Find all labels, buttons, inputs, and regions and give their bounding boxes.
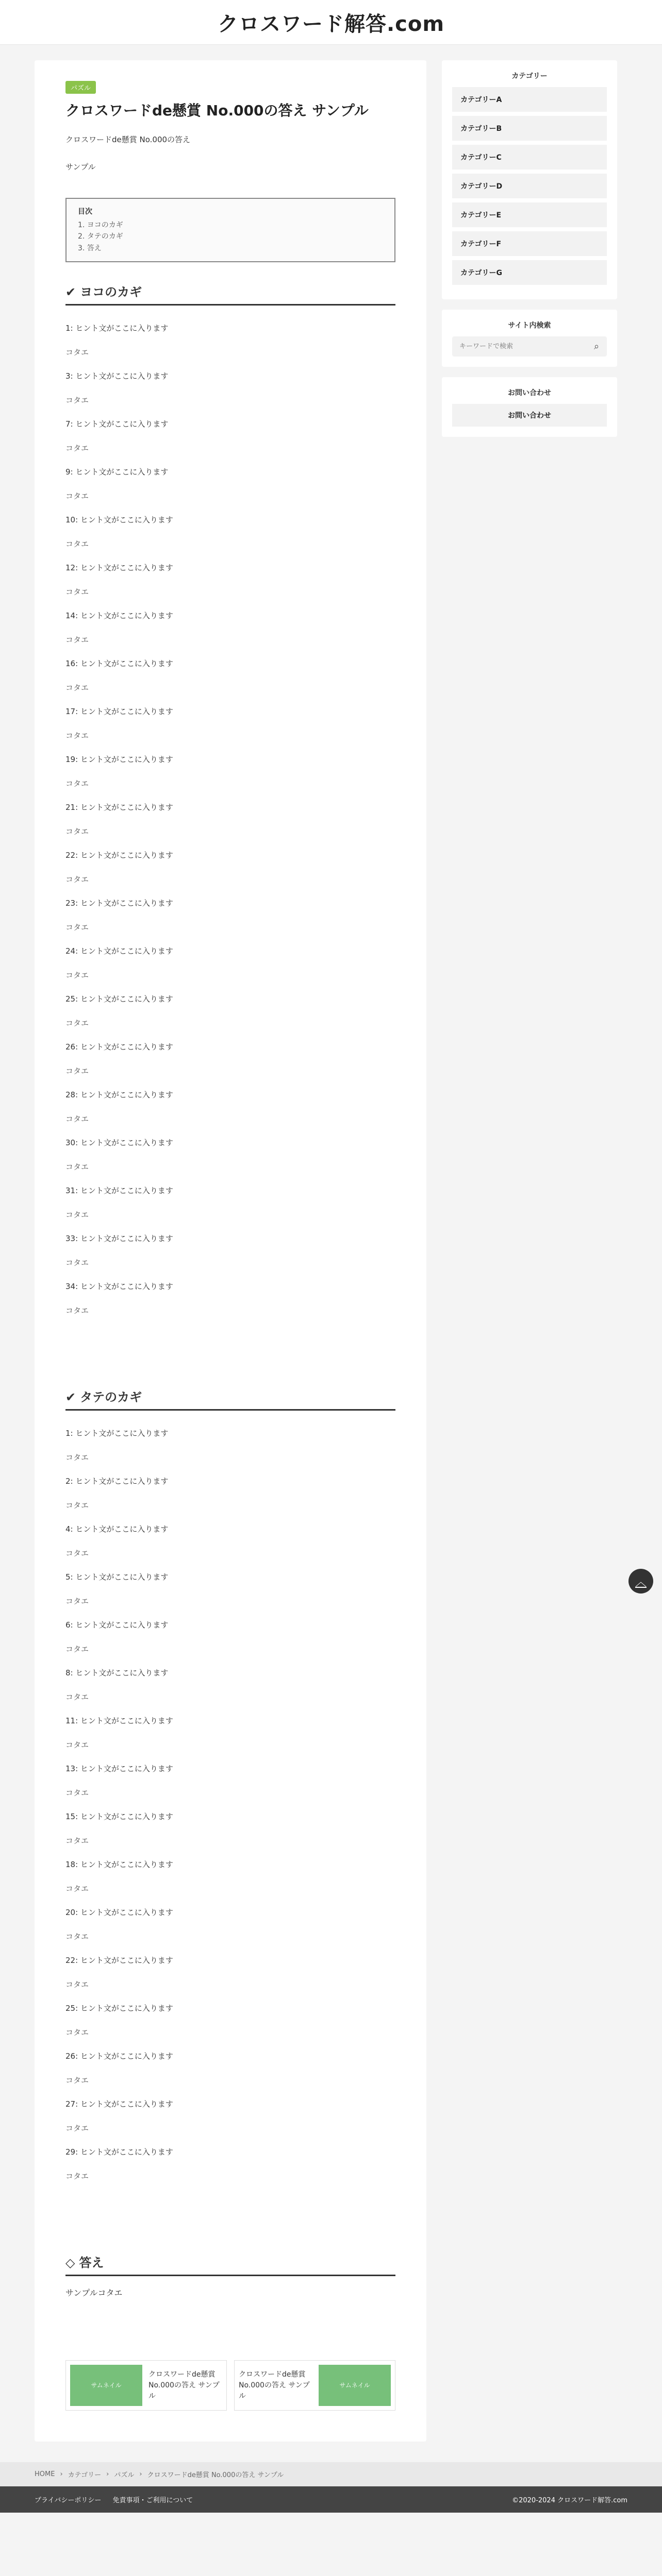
clue-answer: コタエ [65,1258,89,1268]
clue-answer: コタエ [65,731,89,741]
chevron-up-icon[interactable]: ︿ [628,1569,653,1594]
clue-answer: コタエ [65,444,89,453]
clue-answer: コタエ [65,1740,89,1750]
clue-answer: コタエ [65,875,89,885]
clue-text: 29: ヒント文がここに入ります [65,2147,173,2157]
prev-post-thumbnail: サムネイル [70,2365,142,2406]
clue-answer: コタエ [65,1114,89,1124]
next-post-link[interactable] [234,2360,395,2411]
clue-text: 21: ヒント文がここに入ります [65,803,173,812]
section-heading-yoko [65,279,395,306]
sidebar [442,60,617,447]
clue-text: 6: ヒント文がここに入ります [65,1620,169,1630]
check-icon: ✔ [65,285,76,300]
clue-text: 1: ヒント文がここに入ります [65,324,169,333]
search-box [452,336,607,357]
toc-item-tate[interactable]: 2. タテのカギ [78,232,123,241]
contact-link[interactable]: お問い合わせ [452,404,607,427]
footer-link-disclaimer[interactable]: 免責事項・ご利用について [112,2497,193,2505]
section-heading-label: 答え [79,2256,104,2270]
section-heading-label: タテのカギ [80,1390,142,1405]
sidebar-category-link[interactable]: カテゴリーF [452,231,607,256]
clue-answer: コタエ [65,2172,89,2181]
section-heading-answer [65,2249,395,2276]
clue-answer: コタエ [65,635,89,645]
toc-title: 目次 [78,208,92,216]
clue-text: 24: ヒント文がここに入ります [65,946,173,956]
search-widget-title: サイト内検索 [508,321,551,330]
clue-text: 22: ヒント文がここに入ります [65,1956,173,1965]
next-post-thumbnail: サムネイル [319,2365,391,2406]
clue-text: 4: ヒント文がここに入ります [65,1524,169,1534]
page-layout [35,60,627,2442]
site-footer [0,2486,662,2513]
clue-answer: コタエ [65,1645,89,1654]
site-header [0,0,662,45]
clue-answer: コタエ [65,683,89,693]
clue-text: 30: ヒント文がここに入ります [65,1138,173,1148]
clue-answer: コタエ [65,348,89,358]
table-of-contents [65,198,395,262]
next-post-title: クロスワードde懸賞 No.000の答え サンプル [239,2370,310,2400]
clue-answer: コタエ [65,1836,89,1846]
clue-text: 25: ヒント文がここに入ります [65,2004,173,2013]
clue-answer: コタエ [65,396,89,405]
clue-answer: コタエ [65,1788,89,1798]
clue-text: 17: ヒント文がここに入ります [65,707,173,717]
clue-answer: コタエ [65,779,89,789]
section-heading-label: ヨコのカギ [80,285,142,300]
clue-answer: コタエ [65,1210,89,1220]
clue-answer: コタエ [65,1932,89,1942]
clue-text: 7: ヒント文がここに入ります [65,419,169,429]
clue-text: 26: ヒント文がここに入ります [65,1042,173,1052]
clue-answer: コタエ [65,587,89,597]
clue-text: 28: ヒント文がここに入ります [65,1090,173,1100]
clue-answer: コタエ [65,1162,89,1172]
breadcrumb-item[interactable]: パズル [114,2471,135,2480]
clue-answer: コタエ [65,1549,89,1558]
clue-answer: コタエ [65,2076,89,2086]
clue-text: 5: ヒント文がここに入ります [65,1572,169,1582]
breadcrumb-home[interactable]: HOME [35,2470,55,2479]
search-input[interactable] [452,336,586,357]
check-icon: ✔ [65,1390,76,1405]
chevron-right-icon: › [60,2470,63,2479]
clue-text: 26: ヒント文がここに入ります [65,2052,173,2061]
clue-answer: コタエ [65,1306,89,1316]
post-navigation [65,2360,395,2411]
breadcrumb-item[interactable]: カテゴリー [68,2471,102,2480]
clue-text: 23: ヒント文がここに入ります [65,899,173,908]
lead-subtext: サンプル [65,162,96,172]
clue-text: 12: ヒント文がここに入ります [65,563,173,573]
breadcrumb [0,2462,662,2486]
clue-text: 13: ヒント文がここに入ります [65,1764,173,1774]
prev-post-title: クロスワードde懸賞 No.000の答え サンプル [148,2370,220,2400]
clue-answer: コタエ [65,539,89,549]
clue-text: 11: ヒント文がここに入ります [65,1716,173,1726]
search-widget [442,310,617,367]
sidebar-category-link[interactable]: カテゴリーA [452,87,607,112]
clue-text: 22: ヒント文がここに入ります [65,851,173,860]
clue-text: 3: ヒント文がここに入ります [65,371,169,381]
clue-answer: コタエ [65,827,89,837]
clue-text: 16: ヒント文がここに入ります [65,659,173,669]
clue-text: 15: ヒント文がここに入ります [65,1812,173,1822]
sidebar-category-link[interactable]: カテゴリーC [452,145,607,170]
clue-answer: コタエ [65,923,89,933]
category-widget [442,60,617,299]
chevron-right-icon: › [139,2470,142,2479]
clue-answer: コタエ [65,1501,89,1511]
answer-block [65,2249,395,2298]
main-article [35,60,426,2442]
clue-text: 20: ヒント文がここに入ります [65,1908,173,1918]
clue-answer: コタエ [65,1692,89,1702]
toc-item-yoko[interactable]: 1. ヨコのカギ [78,221,123,229]
contact-widget [442,377,617,437]
clue-text: 1: ヒント文がここに入ります [65,1429,169,1438]
breadcrumb-inner [35,2469,627,2479]
clue-answer: コタエ [65,1066,89,1076]
footer-inner [35,2495,627,2504]
clue-text: 19: ヒント文がここに入ります [65,755,173,765]
toc-item-answer[interactable]: 3. 答え [78,244,102,252]
footer-links [35,2495,202,2504]
clue-answer: コタエ [65,2028,89,2038]
clue-text: 25: ヒント文がここに入ります [65,994,173,1004]
search-icon[interactable]: ⌕ [593,341,600,352]
footer-link-privacy[interactable]: プライバシーポリシー [35,2497,102,2505]
clue-text: 34: ヒント文がここに入ります [65,1282,173,1292]
final-answer: サンプルコタエ [65,2288,123,2298]
site-title[interactable]: クロスワード解答.com [217,12,445,36]
tate-clue-list [65,1421,395,2188]
yoko-clue-list [65,316,395,1322]
clue-text: 31: ヒント文がここに入ります [65,1186,173,1196]
clue-text: 9: ヒント文がここに入ります [65,467,169,477]
clue-text: 33: ヒント文がここに入ります [65,1234,173,1244]
clue-answer: コタエ [65,492,89,501]
clue-text: 18: ヒント文がここに入ります [65,1860,173,1870]
sidebar-category-link[interactable]: カテゴリーD [452,174,607,198]
category-badge[interactable]: パズル [65,81,96,94]
chevron-right-icon: › [106,2470,109,2479]
post-title: クロスワードde懸賞 No.000の答え サンプル [65,102,369,119]
clue-answer: コタエ [65,1019,89,1028]
clue-answer: コタエ [65,1597,89,1606]
clue-answer: コタエ [65,971,89,980]
clue-text: 8: ヒント文がここに入ります [65,1668,169,1678]
clue-answer: コタエ [65,1453,89,1463]
lead-text: クロスワードde懸賞 No.000の答え [65,135,191,144]
clue-answer: コタエ [65,2124,89,2133]
sidebar-category-link[interactable]: カテゴリーE [452,202,607,227]
sidebar-category-link[interactable]: カテゴリーB [452,116,607,141]
category-widget-title: カテゴリー [511,72,548,80]
contact-widget-title: お問い合わせ [508,389,551,397]
clue-text: 27: ヒント文がここに入ります [65,2099,173,2109]
clue-text: 10: ヒント文がここに入ります [65,515,173,525]
sidebar-category-link[interactable]: カテゴリーG [452,260,607,285]
section-heading-tate [65,1384,395,1411]
diamond-icon: ◇ [65,2256,75,2270]
clue-answer: コタエ [65,1884,89,1894]
copyright: ©2020-2024 クロスワード解答.com [512,2497,627,2505]
clue-text: 14: ヒント文がここに入ります [65,611,173,621]
breadcrumb-current: クロスワードde懸賞 No.000の答え サンプル [147,2471,284,2480]
clue-answer: コタエ [65,1980,89,1990]
prev-post-link[interactable] [65,2360,227,2411]
clue-text: 2: ヒント文がここに入ります [65,1477,169,1486]
